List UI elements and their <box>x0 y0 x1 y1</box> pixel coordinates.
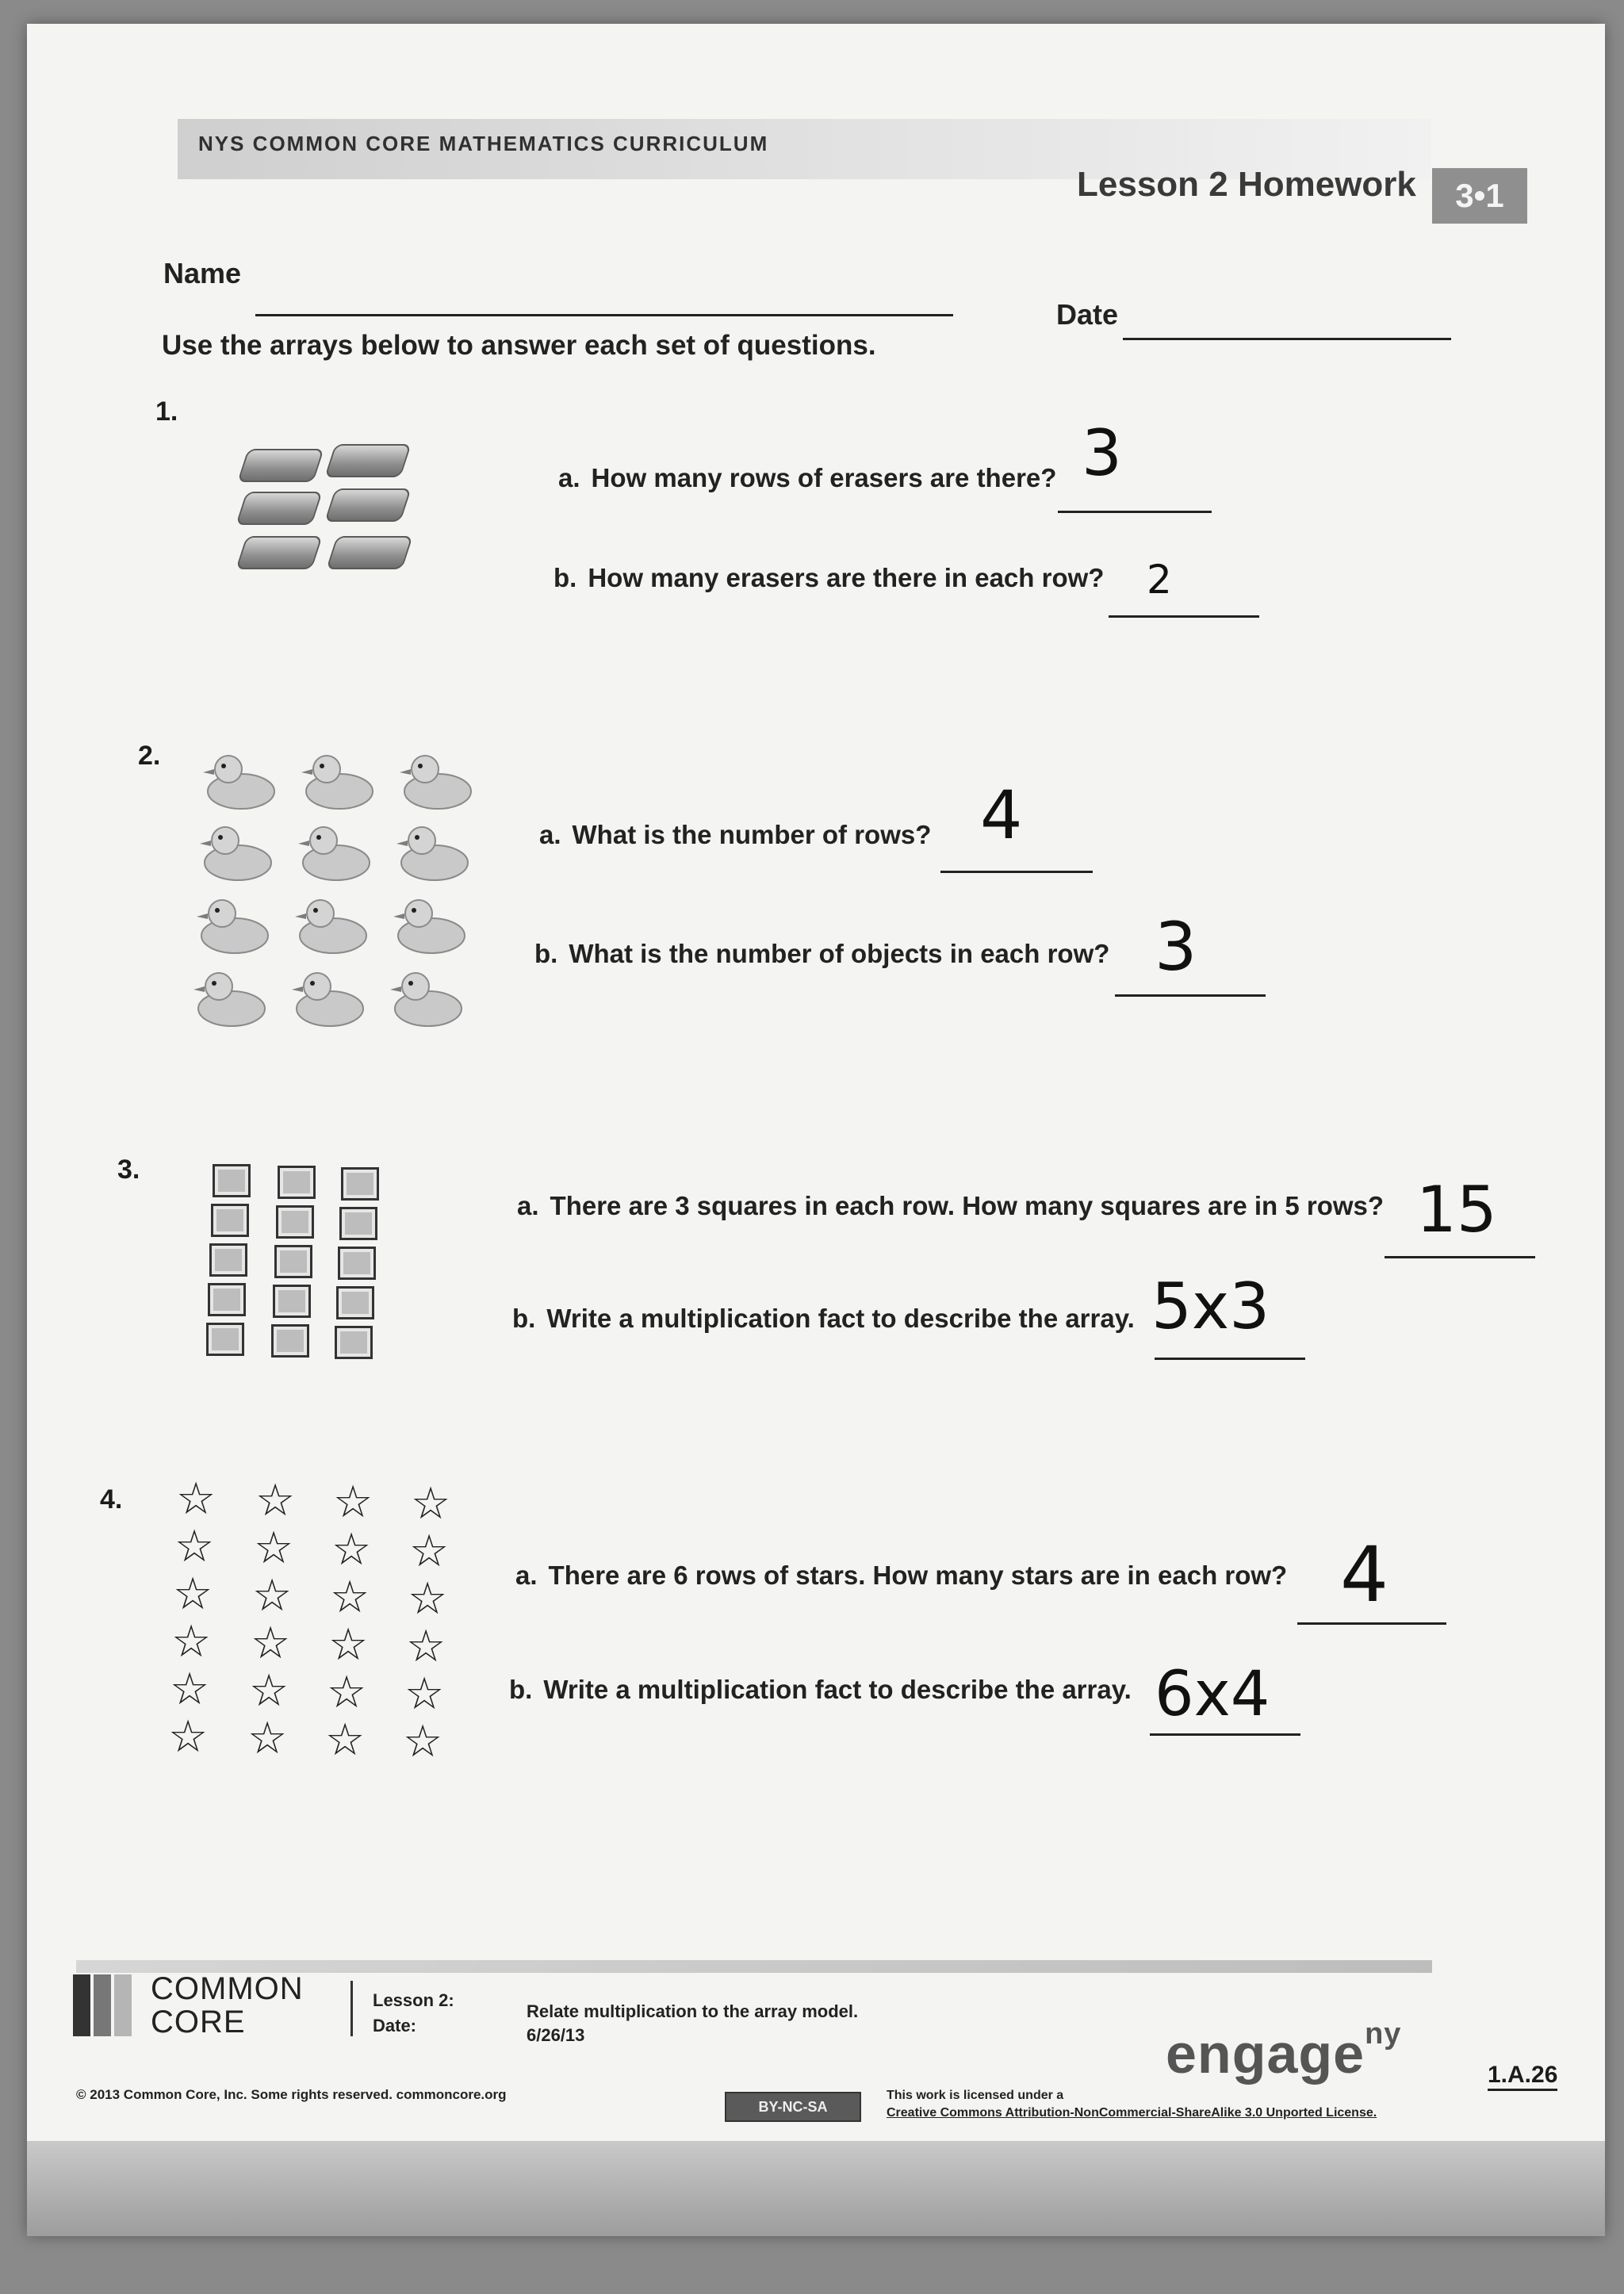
star-icon: ☆ <box>327 1667 367 1717</box>
duck-icon <box>200 750 279 810</box>
star-icon: ☆ <box>252 1570 293 1620</box>
answer-2b: 3 <box>1155 908 1197 986</box>
square-icon <box>341 1167 379 1201</box>
problem-4a-question <box>515 1561 1287 1591</box>
question-letter: b. <box>509 1675 533 1704</box>
square-icon <box>335 1326 373 1359</box>
eraser-icon <box>236 492 323 525</box>
duck-icon <box>387 967 466 1028</box>
star-icon: ☆ <box>325 1714 366 1764</box>
star-icon: ☆ <box>331 1524 372 1574</box>
license-line-1: This work is licensed under a <box>887 2089 1064 2102</box>
problem-1-number: 1. <box>155 396 178 427</box>
duck-icon <box>289 967 368 1028</box>
square-icon <box>278 1166 316 1199</box>
star-icon: ☆ <box>170 1664 210 1714</box>
answer-line-2a[interactable] <box>940 871 1093 873</box>
answer-line-4b[interactable] <box>1150 1733 1300 1736</box>
duck-icon <box>193 894 273 955</box>
problem-1a-question <box>558 463 1056 493</box>
page-code: 1.A.26 <box>1488 2062 1557 2091</box>
duck-icon <box>295 821 374 882</box>
eraser-icon <box>236 536 323 569</box>
star-icon: ☆ <box>403 1716 443 1766</box>
duck-icon <box>292 894 371 955</box>
problem-2-number: 2. <box>138 741 161 771</box>
star-icon: ☆ <box>333 1476 373 1526</box>
answer-3a: 15 <box>1416 1173 1497 1247</box>
answer-3b: 5x3 <box>1151 1270 1270 1343</box>
duck-icon <box>393 821 473 882</box>
eraser-icon <box>324 488 412 522</box>
square-icon <box>276 1205 314 1239</box>
answer-line-1b[interactable] <box>1109 615 1259 618</box>
square-icon <box>271 1324 309 1358</box>
footer-date-label: Date: <box>373 2016 417 2035</box>
star-icon: ☆ <box>171 1616 212 1666</box>
problem-4-number: 4. <box>100 1484 123 1515</box>
question-letter: b. <box>534 939 558 968</box>
curriculum-title: NYS COMMON CORE MATHEMATICS CURRICULUM <box>198 132 769 155</box>
question-text: What is the number of rows? <box>572 820 932 849</box>
question-letter: a. <box>517 1191 539 1220</box>
question-text: There are 3 squares in each row. How many squares are in 5 rows? <box>550 1191 1385 1220</box>
cc-badge-text: BY-NC-SA <box>758 2098 828 2115</box>
question-letter: b. <box>553 563 577 592</box>
problem-3a-question <box>517 1191 1384 1221</box>
star-icon: ☆ <box>255 1475 296 1525</box>
question-text: How many erasers are there in each row? <box>588 563 1105 592</box>
problem-3-number: 3. <box>117 1155 140 1185</box>
answer-line-2b[interactable] <box>1115 994 1266 997</box>
question-text: Write a multiplication fact to describe the array. <box>546 1304 1135 1333</box>
star-icon: ☆ <box>330 1572 370 1622</box>
star-icon: ☆ <box>174 1521 215 1571</box>
common-core-logo-icon <box>73 1974 133 2036</box>
star-icon: ☆ <box>328 1619 369 1669</box>
square-icon <box>338 1247 376 1280</box>
answer-line-3b[interactable] <box>1155 1358 1305 1360</box>
problem-4b-question <box>509 1675 1132 1705</box>
star-icon: ☆ <box>168 1711 209 1761</box>
eraser-icon <box>326 536 413 569</box>
square-icon <box>213 1164 251 1197</box>
lesson-title: Lesson 2 Homework <box>1077 165 1416 204</box>
problem-2a-question <box>539 820 931 850</box>
footer-divider <box>350 1981 353 2036</box>
question-letter: a. <box>539 820 561 849</box>
footer-lesson-date: 6/26/13 <box>527 2025 585 2045</box>
date-line[interactable] <box>1123 338 1451 340</box>
answer-1b: 2 <box>1147 557 1172 603</box>
star-icon: ☆ <box>254 1522 294 1572</box>
duck-icon <box>190 967 270 1028</box>
duck-icon <box>197 821 276 882</box>
square-icon <box>336 1286 374 1319</box>
duck-icon <box>298 750 377 810</box>
brand-sup: ny <box>1365 2017 1402 2051</box>
logo-core: CORE <box>151 2005 246 2039</box>
instructions: Use the arrays below to answer each set of questions. <box>162 330 876 361</box>
duck-icon <box>396 750 476 810</box>
brand-text: engage <box>1166 2023 1365 2085</box>
star-icon: ☆ <box>406 1621 446 1671</box>
answer-4a: 4 <box>1340 1530 1389 1619</box>
footer-lesson-desc: Relate multiplication to the array model. <box>527 2001 859 2021</box>
star-icon: ☆ <box>173 1568 213 1618</box>
eraser-icon <box>324 444 412 477</box>
answer-line-3a[interactable] <box>1385 1256 1535 1258</box>
logo-common: COMMON <box>151 1971 304 2006</box>
cc-license-badge[interactable] <box>725 2092 861 2122</box>
eraser-icon <box>237 449 324 482</box>
square-icon <box>339 1207 377 1240</box>
question-letter: a. <box>515 1561 538 1590</box>
footer-lesson-label: Lesson 2: <box>373 1990 454 2010</box>
answer-line-4a[interactable] <box>1297 1622 1446 1625</box>
problem-3b-question <box>512 1304 1135 1334</box>
question-text: Write a multiplication fact to describe the array. <box>543 1675 1132 1704</box>
star-icon: ☆ <box>247 1713 288 1763</box>
star-icon: ☆ <box>249 1665 289 1715</box>
answer-2a: 4 <box>980 776 1023 854</box>
engageny-logo <box>1166 2017 1402 2085</box>
square-icon <box>273 1285 311 1318</box>
question-letter: a. <box>558 463 580 492</box>
star-icon: ☆ <box>404 1668 445 1718</box>
grade-module-badge: 3•1 <box>1432 168 1527 224</box>
question-text: There are 6 rows of stars. How many stars are in each row? <box>548 1561 1288 1590</box>
name-line[interactable] <box>255 314 953 316</box>
star-icon: ☆ <box>411 1478 451 1528</box>
name-label: Name <box>163 257 242 289</box>
date-label: Date <box>1056 298 1119 331</box>
question-text: What is the number of objects in each row? <box>569 939 1110 968</box>
square-icon <box>274 1245 312 1278</box>
answer-1a: 3 <box>1082 416 1122 490</box>
problem-2b-question <box>534 939 1109 969</box>
square-icon <box>209 1243 247 1277</box>
star-icon: ☆ <box>408 1573 448 1623</box>
answer-line-1a[interactable] <box>1058 511 1212 513</box>
square-icon <box>208 1283 246 1316</box>
star-icon: ☆ <box>176 1473 216 1523</box>
license-link[interactable]: Creative Commons Attribution-NonCommercial-ShareAlike 3.0 Unported License. <box>887 2106 1377 2120</box>
square-icon <box>206 1323 244 1356</box>
answer-4b: 6x4 <box>1155 1659 1270 1730</box>
footer-copyright: © 2013 Common Core, Inc. Some rights reserved. commoncore.org <box>76 2087 507 2102</box>
square-icon <box>211 1204 249 1237</box>
star-icon: ☆ <box>409 1526 450 1576</box>
scan-edge <box>27 2141 1605 2236</box>
problem-1b-question <box>553 563 1104 593</box>
question-text: How many rows of erasers are there? <box>591 463 1057 492</box>
star-icon: ☆ <box>251 1618 291 1668</box>
duck-icon <box>390 894 469 955</box>
question-letter: b. <box>512 1304 536 1333</box>
